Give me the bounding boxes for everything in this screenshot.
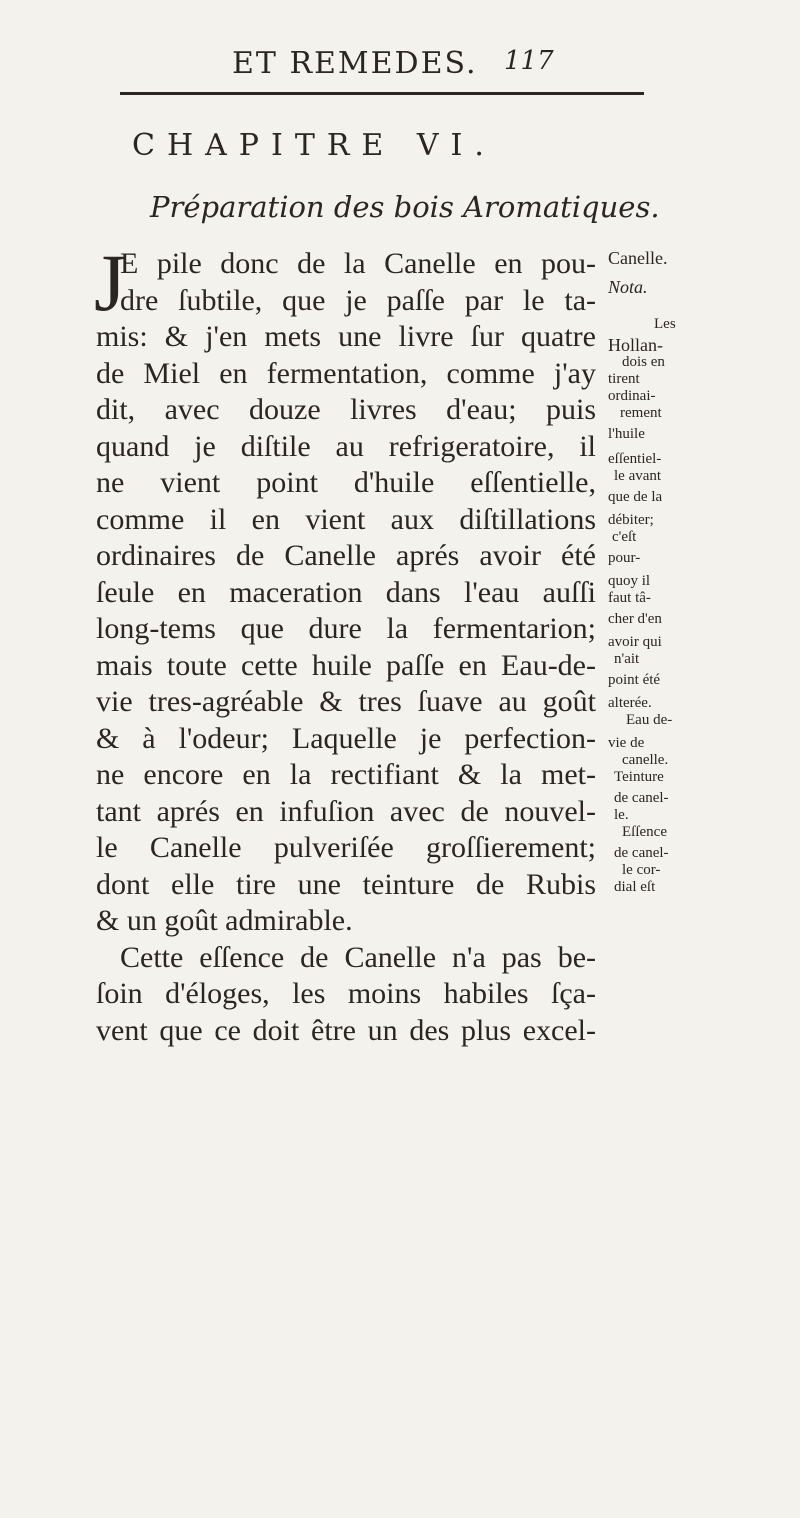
text-line: ordinaires de Canelle aprés avoir été <box>96 539 596 572</box>
drop-cap: J <box>94 237 126 328</box>
text-line: E pile donc de la Canelle en pou- <box>120 247 596 280</box>
text-line: ne vient point d'huile eſſentielle, <box>96 466 596 499</box>
margin-note: canelle. <box>622 752 669 768</box>
text-line: Cette eſſence de Canelle n'a pas be- <box>120 940 596 974</box>
margin-note: cher d'en <box>608 611 662 627</box>
text-line: de Miel en fermentation, comme j'ay <box>96 356 596 390</box>
margin-notes <box>608 250 700 896</box>
chapter-title: CHAPITRE VI. <box>132 128 496 163</box>
text-line: & à l'odeur; Laquelle je perfection- <box>96 721 596 755</box>
text-line: dit, avec douze livres d'eau; puis <box>96 393 596 426</box>
margin-note: ordinai- <box>608 388 656 404</box>
margin-note: alterée. <box>608 695 652 711</box>
margin-note: Canelle. <box>608 248 668 268</box>
margin-note: le. <box>614 807 629 823</box>
margin-note: tirent <box>608 371 640 387</box>
text-line: dre ſubtile, que je paſſe par le ta- <box>120 283 596 317</box>
text-line: vie tres-agréable & tres ſuave au goût <box>96 685 596 718</box>
margin-note: point été <box>608 672 661 688</box>
margin-note: rement <box>620 405 662 421</box>
margin-note: vie de <box>608 735 645 751</box>
margin-note: avoir qui <box>608 634 662 650</box>
text-line: dont elle tire une teinture de Rubis <box>96 867 596 901</box>
text-line: mais toute cette huile paſſe en Eau-de- <box>96 648 596 682</box>
page-number: 117 <box>504 46 554 76</box>
margin-note: Les <box>654 316 676 332</box>
text-line: & un goût admirable. <box>96 904 353 937</box>
text-line: comme il en vient aux diſtillations <box>96 502 596 536</box>
text-line: ne encore en la rectifiant & la met- <box>96 758 596 791</box>
text-line: quand je diſtile au refrigeratoire, il <box>96 429 596 463</box>
margin-note: pour- <box>608 550 641 566</box>
running-head: ET REMEDES. <box>232 46 478 81</box>
margin-note: le avant <box>614 468 662 484</box>
margin-note: Teinture <box>614 769 664 785</box>
margin-note: quoy il <box>608 573 651 589</box>
margin-note: de canel- <box>614 790 669 806</box>
margin-note: que de la <box>608 489 663 505</box>
text-line: le Canelle pulveriſée groſſierement; <box>96 831 596 864</box>
margin-note: le cor- <box>622 862 661 878</box>
chapter-subtitle: Préparation des bois Aromatiques. <box>150 190 660 224</box>
margin-note: dois en <box>622 354 665 370</box>
text-line: tant aprés en infuſion avec de nouvel- <box>96 794 596 828</box>
margin-note: eſſentiel- <box>608 451 662 467</box>
margin-note: Hollan- <box>608 335 663 355</box>
margin-note: n'ait <box>614 651 640 667</box>
text-line: vent que ce doit être un des plus excel- <box>96 1013 596 1047</box>
header-rule <box>120 92 644 95</box>
text-line: long-tems que dure la fermentarion; <box>96 612 596 645</box>
margin-note: Eſſence <box>622 824 667 840</box>
margin-note: Eau de- <box>626 712 673 728</box>
margin-note: dial eſt <box>614 879 656 895</box>
margin-note: Nota. <box>608 277 648 297</box>
margin-note: l'huile <box>608 426 645 442</box>
margin-note: débiter; <box>608 512 654 528</box>
margin-note: de canel- <box>614 845 669 861</box>
text-line: ſoin d'éloges, les moins habiles ſça- <box>96 977 596 1010</box>
margin-note: faut tâ- <box>608 590 651 606</box>
body-text <box>94 237 596 1049</box>
text-line: ſeule en maceration dans l'eau auſſi <box>96 575 596 609</box>
margin-note: c'eſt <box>612 529 637 545</box>
text-line: mis: & j'en mets une livre ſur quatre <box>96 320 596 353</box>
